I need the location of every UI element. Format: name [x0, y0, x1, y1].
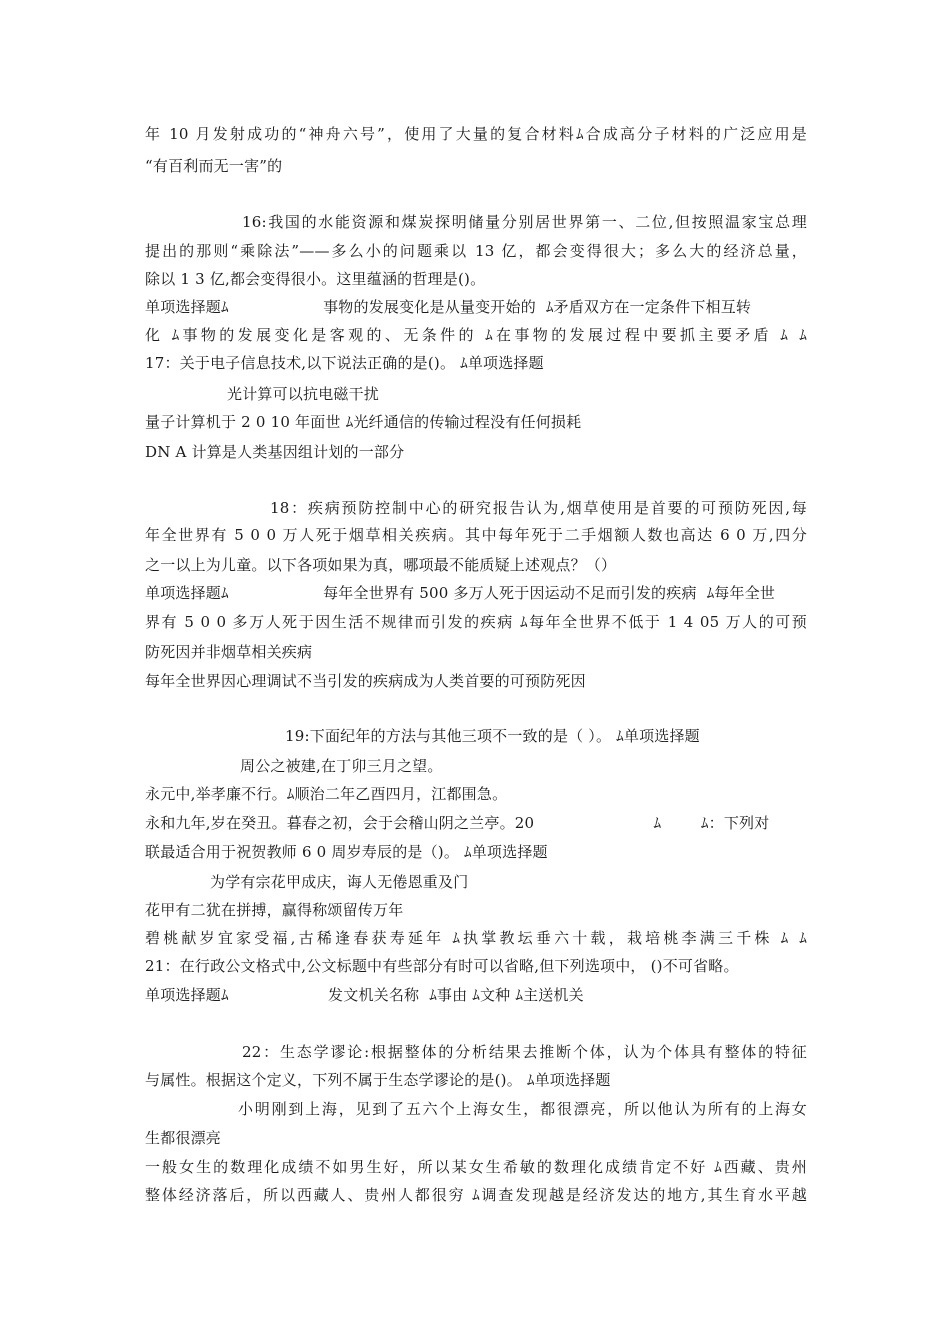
text-line: 界有 5 0 0 多万人死于因生活不规律而引发的疾病 ﾑ每年全世界不低于 1 4 05 万人的可预 [145, 613, 807, 631]
text-line: 与属性。根据这个定义，下列不属于生态学谬论的是()。 ﾑ单项选择题 [145, 1071, 611, 1089]
option-line: 为学有宗花甲成庆，诲人无倦恩重及门 [210, 873, 469, 891]
text-line: 年全世界有 5 0 0 万人死于烟草相关疾病。其中每年死于二手烟额人数也高达 6 0 万,四分 [145, 526, 807, 544]
option-line: 小明刚到上海，见到了五六个上海女生，都很漂亮，所以他认为所有的上海女 [238, 1100, 807, 1118]
text-line: 年 10 月发射成功的“神舟六号”，使用了大量的复合材料ﾑ合成高分子材料的广泛应用是 [145, 125, 807, 143]
text-line: 提出的那则“乘除法”——多么小的问题乘以 13 亿，都会变得很大；多么大的经济总量， [145, 242, 807, 260]
question-17: 17：关于电子信息技术,以下说法正确的是()。 ﾑ单项选择题 [145, 354, 544, 372]
question-20: 联最适合用于祝贺教师 6 0 周岁寿辰的是（)。 ﾑ单项选择题 [145, 843, 548, 861]
option-line: 花甲有二犹在拼搏，赢得称颂留传万年 [145, 901, 404, 919]
option-line: 量子计算机于 2 0 10 年面世 ﾑ光纤通信的传输过程没有任何损耗 [145, 413, 582, 431]
question-19: 19:下面纪年的方法与其他三项不一致的是（ ）。 ﾑ单项选择题 [285, 727, 700, 745]
option-line: 每年全世界因心理调试不当引发的疾病成为人类首要的可预防死因 [145, 672, 586, 690]
text-line: 防死因并非烟草相关疾病 [145, 643, 313, 661]
option-line: 光计算可以抗电磁干扰 [227, 385, 380, 403]
option-line: 周公之被建,在丁卯三月之望。 [240, 757, 443, 775]
option-line: 永元中,举孝廉不行。ﾑ顺治二年乙酉四月，江都围急。 [145, 785, 508, 803]
option-line: 碧桃献岁宜家受福,古稀逢春获寿延年 ﾑ执掌教坛垂六十载，栽培桃李满三千株 ﾑ ﾑ [145, 929, 807, 947]
text-line: 单项选择题ﾑ 事物的发展变化是从量变开始的 ﾑ矛盾双方在一定条件下相互转 [145, 298, 752, 316]
option-line: 整体经济落后，所以西藏人、贵州人都很穷 ﾑ调查发现越是经济发达的地方,其生育水平越 [145, 1186, 807, 1204]
option-line: 永和九年,岁在癸丑。暮春之初，会于会稽山阴之兰亭。20 ﾑ ﾑ：下列对 [145, 814, 770, 832]
question-16: 16:我国的水能资源和煤炭探明储量分别居世界第一、二位,但按照温家宝总理 [242, 213, 807, 231]
question-21: 21：在行政公文格式中,公文标题中有些部分有时可以省略,但下列选项中， ()不可省略。 [145, 957, 739, 975]
option-line: DN A 计算是人类基因组计划的一部分 [145, 443, 405, 461]
question-22: 22：生态学谬论:根据整体的分析结果去推断个体，认为个体具有整体的特征 [242, 1043, 807, 1061]
text-line: 除以 1 3 亿,都会变得很小。这里蕴涵的哲理是()。 [145, 270, 486, 288]
text-line: 化 ﾑ事物的发展变化是客观的、无条件的 ﾑ在事物的发展过程中要抓主要矛盾 ﾑ ﾑ [145, 326, 807, 344]
option-line: 生都很漂亮 [145, 1129, 222, 1147]
text-line: “有百利而无一害”的 [145, 157, 283, 175]
option-line: 一般女生的数理化成绩不如男生好，所以某女生希敏的数理化成绩肯定不好 ﾑ西藏、贵州 [145, 1158, 807, 1176]
option-line: 单项选择题ﾑ 发文机关名称 ﾑ事由 ﾑ文种 ﾑ主送机关 [145, 986, 584, 1004]
question-18: 18：疾病预防控制中心的研究报告认为,烟草使用是首要的可预防死因,每 [270, 499, 807, 517]
text-line: 单项选择题ﾑ 每年全世界有 500 多万人死于因运动不足而引发的疾病 ﾑ每年全世 [145, 584, 776, 602]
text-line: 之一以上为儿童。以下各项如果为真，哪项最不能质疑上述观点？（） [145, 556, 617, 574]
